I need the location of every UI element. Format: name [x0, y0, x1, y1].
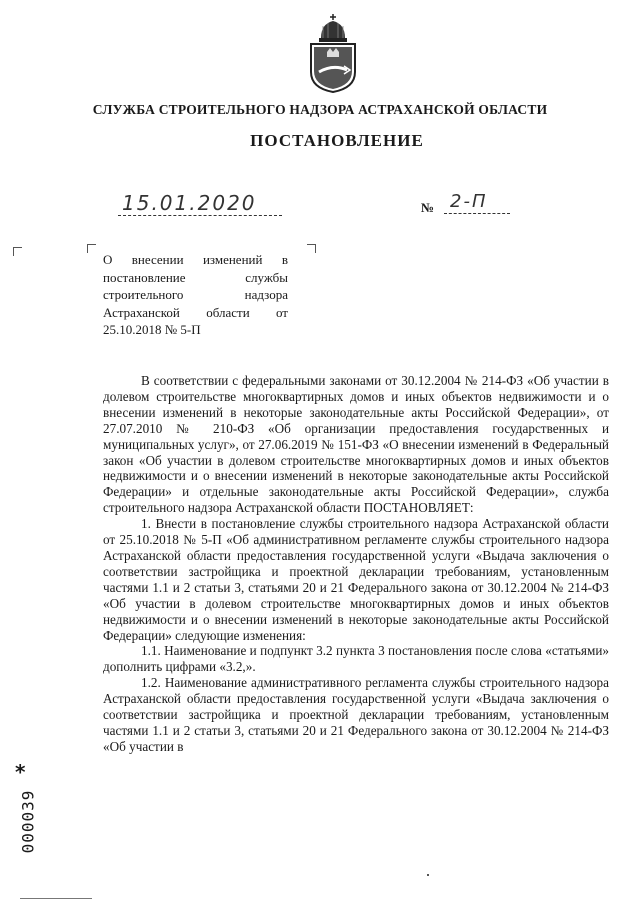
item-1-paragraph: 1. Внести в постановление службы строительного надзора Астраханской области от 25.10.2018 № 5-П «Об административном регламенте службы строительного надзора Астраханской области предоставления государственной услуги «Выдача заключения о соответствии застройщика и проектной декларации требованиям, установленным частями 1.1 и 2 статьи 3, статьями 20 и 21 Федерального закона от 30.12.2004 № 214-ФЗ «Об участии в долевом строительстве многоквартирных домов и иных объектов недвижимости и о внесении изменений в некоторые законодательные акты Российской Федерации» следующие изменения:: [103, 516, 609, 643]
corner-mark: [87, 244, 96, 253]
handwritten-number: 2-П: [450, 191, 488, 212]
preamble-paragraph: В соответствии с федеральными законами от 30.12.2004 № 214-ФЗ «Об участии в долевом строительстве многоквартирных домов и иных объектов недвижимости и о внесении изменений в некоторые законодательные акты Российской Федерации», от 27.07.2010 № 210-ФЗ «Об организации предоставления государственных и муниципальных услуг», от 27.06.2019 № 151-ФЗ «О внесении изменений в Федеральный закон «Об участии в долевом строительстве многоквартирных домов и иных объектов недвижимости и о внесении изменений в некоторые законодательные акты Российской Федерации» и отдельные законодательные акты Российской Федерации», служба строительного надзора Астраханской области ПОСТАНОВЛЯЕТ:: [103, 373, 609, 516]
corner-mark: [307, 244, 316, 253]
sheet-number-stamp: [14, 760, 40, 860]
item-1-1-paragraph: 1.1. Наименование и подпункт 3.2 пункта 3 постановления после слова «статьями» дополнить цифрами «3.2,».: [103, 643, 609, 675]
item-1-2-paragraph: 1.2. Наименование административного регламента службы строительного надзора Астраханской области предоставления государственной услуги «Выдача заключения о соответствии застройщика и проектной декларации требованиям, установленным частями 1.1 и 2 статьи 3, статьями 20 и 21 Федерального закона от 30.12.2004 № 214-ФЗ «Об участии в: [103, 675, 609, 754]
sheet-number: 000039: [18, 789, 38, 854]
document-type-title: ПОСТАНОВЛЕНИЕ: [250, 131, 424, 150]
number-label: №: [421, 200, 435, 215]
corner-mark: [13, 247, 22, 256]
coat-of-arms-icon: [303, 12, 363, 94]
handwritten-date: 15.01.2020: [122, 191, 257, 215]
organization-name: СЛУЖБА СТРОИТЕЛЬНОГО НАДЗОРА АСТРАХАНСКОЙ ОБЛАСТИ: [92, 102, 548, 117]
scan-speck: [427, 874, 429, 876]
document-subject: О внесении изменений в постановление службы строительного надзора Астраханской области от 25.10.2018 № 5-П: [103, 252, 288, 338]
star-mark: *: [15, 760, 26, 784]
number-field: [444, 193, 510, 214]
document-body: [103, 373, 609, 755]
footer-rule: [20, 898, 92, 899]
date-field: [118, 193, 282, 216]
